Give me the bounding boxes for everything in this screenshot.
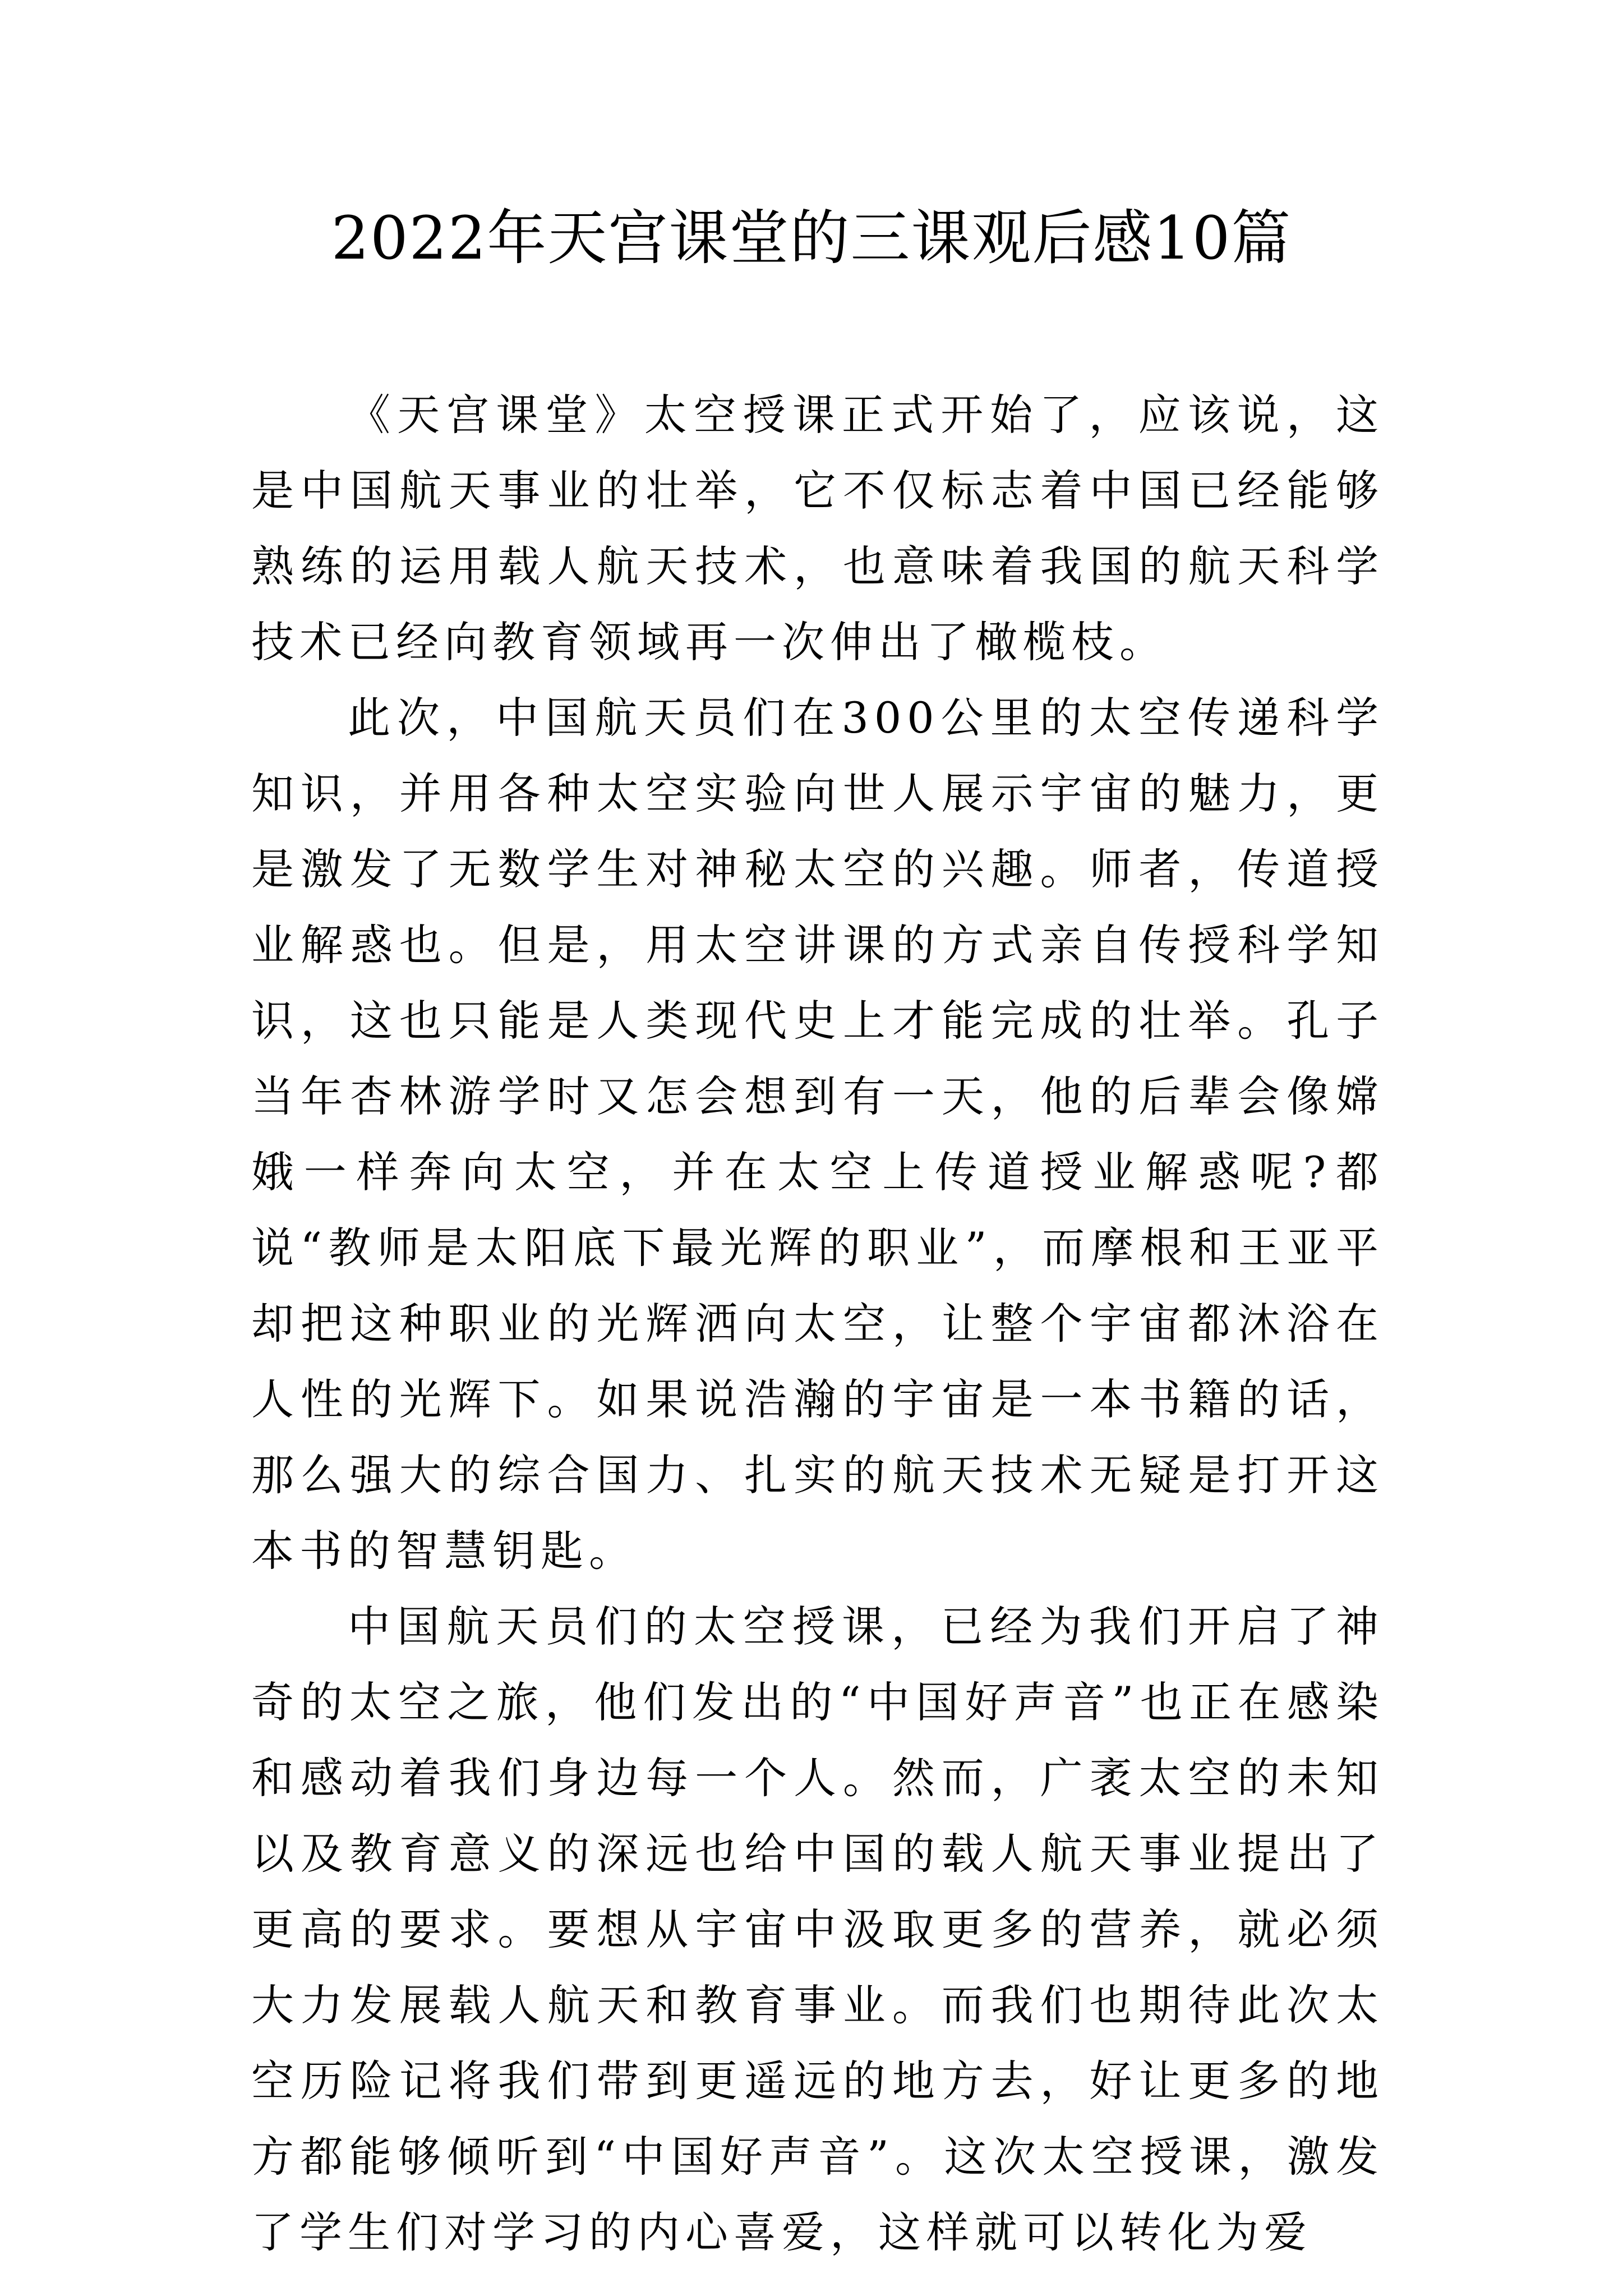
document-body	[251, 377, 1384, 2270]
paragraph-2: 此次，中国航天员们在300公里的太空传递科学知识，并用各种太空实验向世人展示宇宙的魅力，更是激发了无数学生对神秘太空的兴趣。师者，传道授业解惑也。但是，用太空讲课的方式亲自传授科学知识，这也只能是人类现代史上才能完成的壮举。孔子当年杏林游学时又怎会想到有一天，他的后辈会像嫦娥一样奔向太空，并在太空上传道授业解惑呢?都说“教师是太阳底下最光辉的职业”，而摩根和王亚平却把这种职业的光辉洒向太空，让整个宇宙都沐浴在人性的光辉下。如果说浩瀚的宇宙是一本书籍的话，那么强大的综合国力、扎实的航天技术无疑是打开这本书的智慧钥匙。	[251, 693, 1384, 1576]
paragraph-1: 《天宫课堂》太空授课正式开始了，应该说，这是中国航天事业的壮举，它不仅标志着中国已经能够熟练的运用载人航天技术，也意味着我国的航天科学技术已经向教育领域再一次伸出了橄榄枝。	[251, 390, 1384, 667]
paragraph-3: 中国航天员们的太空授课，已经为我们开启了神奇的太空之旅，他们发出的“中国好声音”也正在感染和感动着我们身边每一个人。然而，广袤太空的未知以及教育意义的深远也给中国的载人航天事业提出了更高的要求。要想从宇宙中汲取更多的营养，就必须大力发展载人航天和教育事业。而我们也期待此次太空历险记将我们带到更遥远的地方去，好让更多的地方都能够倾听到“中国好声音”。这次太空授课，激发了学生们对学习的内心喜爱，这样就可以转化为爱	[251, 1602, 1384, 2257]
document-title: 2022年天宫课堂的三课观后感10篇	[331, 204, 1292, 273]
